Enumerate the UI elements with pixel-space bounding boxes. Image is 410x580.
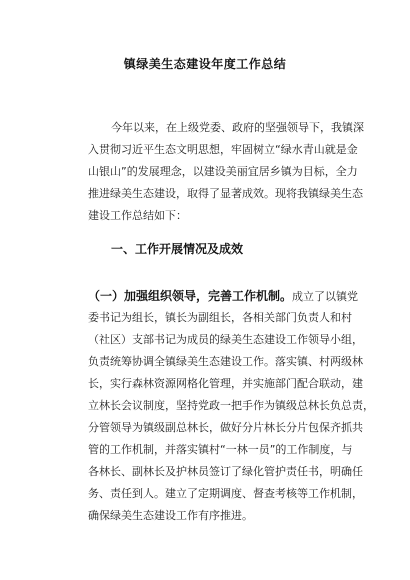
subsection-line: 分管领导为镇级副总林长，做好分片林长分片包保齐抓共	[88, 421, 363, 434]
intro-line: 入贯彻习近平生态文明思想，牢固树立“绿水青山就是金	[88, 143, 358, 156]
subsection-line: 立林长会议制度，坚持党政一把手作为镇级总林长负总责，	[88, 399, 374, 412]
subsection-line: 管的工作机制，并落实镇村“一林一员”的工作制度，与	[88, 443, 353, 456]
subsection-line: （社区）支部书记为成员的绿美生态建设工作领导小组，	[88, 333, 363, 346]
subsection-line: 确保绿美生态建设工作有序推进。	[88, 509, 253, 522]
subsection-first-line-rest: 成立了以镇党	[292, 290, 359, 303]
subsection-paragraph	[0, 285, 374, 527]
subsection-line: 各林长、副林长及护林员签订了绿化管护责任书，明确任	[88, 465, 363, 478]
intro-line: 今年以来，在上级党委、政府的坚强领导下，我镇深	[111, 121, 364, 134]
intro-line: 山银山”的发展理念，以建设美丽宜居乡镇为目标，全力	[88, 165, 358, 178]
intro-line: 推进绿美生态建设，取得了显著成效。现将我镇绿美生态	[88, 187, 363, 200]
subsection-line: 负责统筹协调全镇绿美生态建设工作。落实镇、村两级林	[88, 355, 363, 368]
subsection-line: 长，实行森林资源网格化管理，并实施部门配合联动，建	[88, 377, 363, 390]
subsection-heading: （一）加强组织领导，完善工作机制。	[88, 289, 293, 303]
intro-line: 建设工作总结如下：	[88, 209, 187, 222]
intro-paragraph	[0, 117, 364, 227]
subsection-line: 委书记为组长，镇长为副组长，各相关部门负责人和村	[88, 311, 352, 324]
subsection-first-line	[0, 285, 374, 307]
section-heading: 一、工作开展情况及成效	[111, 242, 244, 256]
document-title: 镇绿美生态建设年度工作总结	[123, 57, 287, 71]
subsection-line: 务、责任到人。建立了定期调度、督查考核等工作机制，	[88, 487, 363, 500]
